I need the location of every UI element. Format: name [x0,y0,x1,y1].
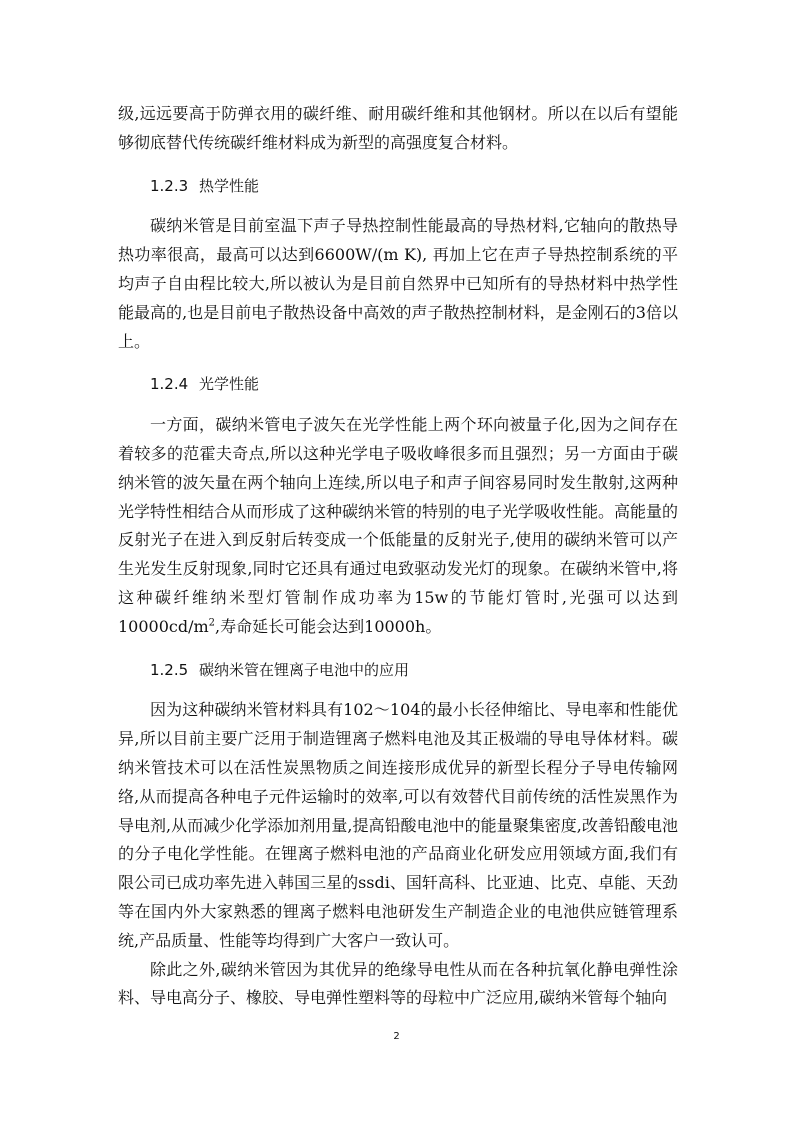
paragraph-thermal: 碳纳米管是目前室温下声子导热控制性能最高的导热材料,它轴向的散热导热功率很高，最高可以达到6600W/(m K), 再加上它在声子导热控制系统的平均声子自由程比较大,所以被认为是目前自然界中已知所有的导热材料中热学性能最高的,也是目前电子散热设备中高效的声子散热控制材料，是金刚石的3倍以上。 [118,216,678,351]
section-title: 碳纳米管在锂离子电池中的应用 [198,660,409,679]
paragraph-optical-main: 一方面，碳纳米管电子波矢在光学性能上两个环向被量子化,因为之间存在着较多的范霍夫奇点,所以这种光学电子吸收峰很多而且强烈；另一方面由于碳纳米管的波矢量在两个轴向上连续,所以电子和声子间容易同时发生散射,这两种光学特性相结合从而形成了这种碳纳米管的特别的电子光学吸收性能。高能量的反射光子在进入到反射后转变成一个低能量的反射光子,使用的碳纳米管可以产生光发生反射现象,同时它还具有通过电致驱动发光灯的现象。在碳纳米管中,将这种碳纤维纳米型灯管制作成功率为15w的节能灯管时,光强可以达到10000cd/m [118,415,679,636]
section-heading-battery [118,656,678,685]
section-title: 光学性能 [198,375,259,394]
paragraph-other-uses: 除此之外,碳纳米管因为其优异的绝缘导电性从而在各种抗氧化静电弹性涂料、导电高分子、橡胶、导电弹性塑料等的母粒中广泛应用,碳纳米管每个轴向 [118,959,678,1008]
section-number: 1.2.4 [150,375,189,394]
paragraph-optical-tail: ,寿命延长可能会达到10000h。 [215,616,442,636]
section-title: 热学性能 [198,176,259,195]
paragraph-continued: 级,远远要高于防弹衣用的碳纤维、耐用碳纤维和其他钢材。所以在以后有望能够彻底替代传统碳纤维材料成为新型的高强度复合材料。 [118,104,678,152]
page-number: 2 [393,1031,400,1042]
section-heading-thermal [118,172,678,201]
superscript-2: 2 [208,617,216,629]
page-content [118,100,678,1013]
section-number: 1.2.5 [150,660,189,679]
paragraph-optical [118,411,678,641]
paragraph-battery: 因为这种碳纳米管材料具有102～104的最小长径伸缩比、导电率和性能优异,所以目前主要广泛用于制造锂离子燃料电池及其正极端的导电导体材料。碳纳米管技术可以在活性炭黑物质之间连接形成优异的新型长程分子导电传输网络,从而提高各种电子元件运输时的效率,可以有效替代目前传统的活性炭黑作为导电剂,从而减少化学添加剂用量,提高铅酸电池中的能量聚集密度,改善铅酸电池的分子电化学性能。在锂离子燃料电池的产品商业化研发应用领域方面,我们有限公司已成功率先进入韩国三星的ssdi、国轩高科、比亚迪、比克、卓能、天劲等在国内外大家熟悉的锂离子燃料电池研发生产制造企业的电池供应链管理系统,产品质量、性能等均得到广大客户一致认可。 [118,700,678,950]
section-number: 1.2.3 [150,176,189,195]
section-heading-optical [118,370,678,399]
